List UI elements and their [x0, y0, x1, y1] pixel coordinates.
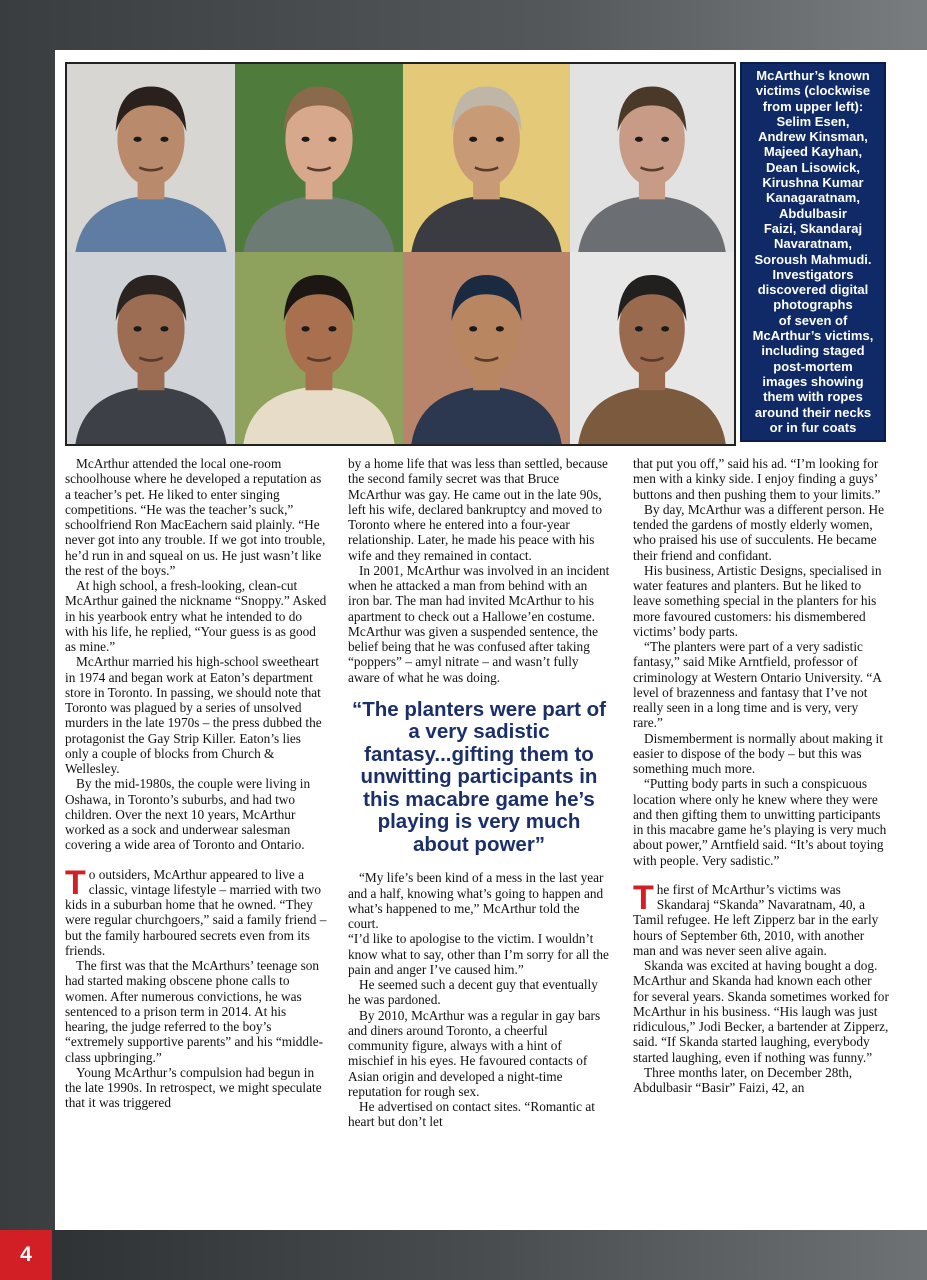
- article-column-3: [633, 456, 889, 1095]
- caption-line: Navaratnam,: [773, 236, 853, 252]
- paragraph: that put you off,” said his ad. “I’m looking for men with a kinky side. I enjoy finding a guys’ buttons and then pushing them to your limits.”: [633, 456, 881, 502]
- caption-line: or in fur coats: [769, 419, 857, 435]
- paragraph: He seemed such a decent guy that eventually he was pardoned.: [348, 977, 598, 1008]
- caption-line: Selim Esen,: [776, 113, 850, 129]
- caption-line: Andrew Kinsman,: [758, 129, 868, 145]
- caption-line: around their necks: [754, 404, 872, 420]
- caption-line: of seven of: [778, 312, 848, 328]
- paragraph: By 2010, McArthur was a regular in gay bars and diners around Toronto, a cheerful community figure, always with a hint of mischief in his eyes. He favoured contacts of Asian origin and developed a night-time reputation for rough sex.: [348, 1007, 601, 1099]
- photo-skandaraj-navaratnam: [403, 252, 570, 444]
- caption-line: Faizi, Skandaraj: [763, 220, 863, 236]
- paragraph: Dismemberment is normally about making it easier to dispose of the body – but this was something much more.: [633, 730, 883, 776]
- caption-line: photographs: [773, 297, 853, 313]
- photo-selim-esen: [67, 64, 235, 252]
- paragraph: “I’d like to apologise to the victim. I wouldn’t know what to say, other than I’m sorry for all the pain and anger I’ve caused him.”: [348, 931, 609, 977]
- paragraph: “Putting body parts in such a conspicuous location where only he knew where they were and then gifting them to unwitting participants in this macabre game he’s playing is very much about power,” Arntfield said. “It’s about toying with people. Very sadistic.”: [633, 776, 887, 868]
- paragraph: Young McArthur’s compulsion had begun in the late 1990s. In retrospect, we might speculate that it was triggered: [65, 1064, 322, 1111]
- paragraph: His business, Artistic Designs, specialised in water features and planters. But he liked to leave something special in the planters for his more favoured customers: his dismembered victims’ body parts.: [633, 562, 882, 639]
- photo-majeed-kayhan: [403, 64, 570, 252]
- drop-cap: T: [65, 863, 86, 902]
- paragraph: At high school, a fresh-looking, clean-cut McArthur gained the nickname “Snoppy.” Asked in his yearbook entry what he intended to do with his life, he replied, “Your guess is as good as mine.”: [65, 578, 327, 654]
- photo-abdulbasir-faizi: [235, 252, 403, 444]
- caption-line: McArthur’s victims,: [752, 328, 874, 344]
- paragraph: By day, McArthur was a different person. He tended the gardens of mostly elderly women, who praised his use of succulents. He became their friend and confidant.: [633, 501, 885, 563]
- article-column-2: [348, 456, 610, 1130]
- section-paragraph: [633, 878, 889, 958]
- paragraph: In 2001, McArthur was involved in an incident when he attacked a man from behind with an iron bar. The man had invited McArthur to his apartment to check out a Hallowe’en costume. McArthur was given a suspended sentence, the belief being that he was confused after taking “poppers” – amyl nitrate – and wasn’t fully aware of what he was doing.: [348, 562, 610, 685]
- paragraph: Skanda was excited at having bought a dog. McArthur and Skanda had known each other for several years. Skanda sometimes worked for McArthur in his business. “His laugh was just ridiculous,” Jodi Becker, a bartender at Zipperz, said. “If Skanda started laughing, everybody started laughing, even if nothing was funny.”: [633, 958, 889, 1065]
- victim-photo-grid: [65, 62, 736, 446]
- caption-line: Kirushna Kumar: [762, 175, 864, 191]
- photo-caption: [740, 62, 886, 442]
- caption-line: including staged: [761, 343, 865, 359]
- caption-line: Majeed Kayhan,: [763, 144, 863, 160]
- caption-line: victims (clockwise: [755, 83, 871, 99]
- page-number: 4: [0, 1230, 52, 1280]
- caption-line: Kanagaratnam,: [766, 190, 860, 206]
- photo-dean-lisowick: [570, 64, 734, 252]
- caption-line: McArthur’s known: [756, 68, 870, 83]
- paragraph: Three months later, on December 28th, Abdulbasir “Basir” Faizi, 42, an: [633, 1064, 853, 1095]
- photo-andrew-kinsman: [235, 64, 403, 252]
- caption-line: Investigators: [772, 266, 854, 282]
- caption-line: discovered digital: [757, 282, 869, 298]
- photo-soroush-mahmudi: [570, 252, 734, 444]
- paragraph: By the mid-1980s, the couple were living in Oshawa, in Toronto’s suburbs, and had two children. Over the next 10 years, McArthur worked as a sock and underwear salesman covering a wide area of Toronto and Ontario.: [65, 776, 311, 853]
- article-column-1: [65, 456, 327, 1111]
- footer-strip: [0, 1230, 927, 1280]
- caption-line: them with ropes: [763, 389, 863, 405]
- caption-line: from upper left):: [762, 98, 864, 114]
- paragraph: The first was that the McArthurs’ teenage son had started making obscene phone calls to women. After numerous convictions, he was sentenced to a prison term in 2014. At his hearing, the judge referred to the boy’s “extremely supportive parents” and his “middle-class upbringing.”: [65, 958, 324, 1065]
- paragraph-text: he first of McArthur’s victims was Skandaraj “Skanda” Navaratnam, 40, a Tamil refugee. He left Zipperz bar in the early hours of September 6th, 2010, with another man and was never seen alive again.: [633, 881, 879, 958]
- paragraph: “My life’s been kind of a mess in the last year and a half, knowing what’s going to happen and what’s happened to me,” McArthur told the court.: [348, 870, 604, 931]
- caption-line: post-mortem: [773, 358, 853, 374]
- pull-quote: “The planters were part of a very sadistic fantasy...gifting them to unwitting participants in this macabre game he’s playing is very much about power”: [351, 697, 607, 856]
- paragraph: He advertised on contact sites. “Romantic at heart but don’t let: [348, 1099, 595, 1130]
- caption-line: Soroush Mahmudi.: [754, 251, 872, 267]
- photo-kirushna-kanagaratnam: [67, 252, 235, 444]
- caption-line: Abdulbasir: [779, 205, 847, 221]
- magazine-page: [55, 50, 927, 1230]
- drop-cap: T: [633, 878, 654, 917]
- paragraph: “The planters were part of a very sadistic fantasy,” said Mike Arntfield, professor of criminology at Western Ontario University. “A level of brazenness and fantasy that I’ve not really seen in a long time and is very, very rare.”: [633, 639, 882, 731]
- paragraph: by a home life that was less than settled, because the second family secret was that Bruce McArthur was gay. He came out in the late 90s, left his wife, declared bankruptcy and moved to Toronto where he entered into a four-year relationship. Later, he made his peace with his wife and they remained in contact.: [348, 456, 608, 563]
- caption-line: Dean Lisowick,: [766, 159, 860, 175]
- paragraph-text: o outsiders, McArthur appeared to live a classic, vintage lifestyle – married with two kids in a suburban home that he owned. “They were regular churchgoers,” said a family friend – but the family harboured secrets even from its friends.: [65, 866, 327, 958]
- paragraph: McArthur attended the local one-room schoolhouse where he developed a reputation as a teacher’s pet. He liked to enter singing competitions. “He was the teacher’s suck,” schoolfriend Ron MacEachern said plainly. “He never got into any trouble. If we got into trouble, he’d run in and squeal on us. He just wasn’t like the rest of the boys.”: [65, 456, 326, 578]
- section-paragraph: [65, 863, 327, 959]
- caption-line: images showing: [762, 373, 864, 389]
- paragraph: McArthur married his high-school sweetheart in 1974 and began work at Eaton’s department store in Toronto. In passing, we should note that Toronto was plagued by a series of unsolved murders in the late 1970s – the press dubbed the protagonist the Gay Strip Killer. Eaton’s lies only a couple of blocks from Church & Wellesley.: [65, 654, 322, 776]
